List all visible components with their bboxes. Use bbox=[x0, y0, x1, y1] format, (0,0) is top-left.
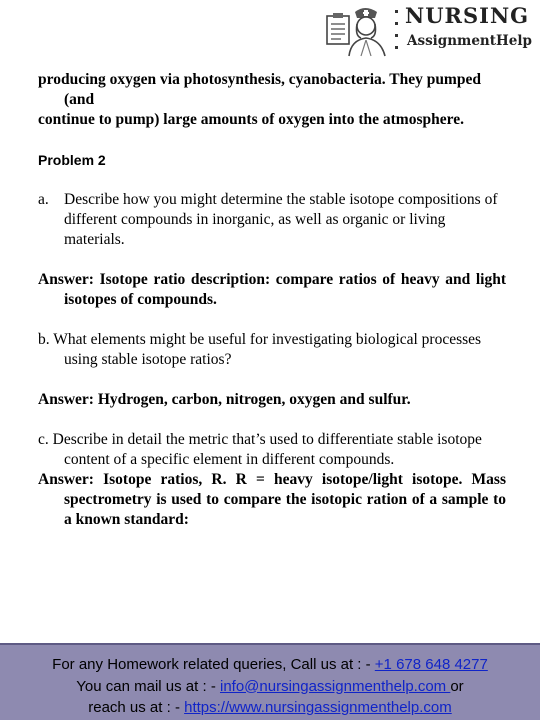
intro-line: continue to pump) large amounts of oxygen into the atmosphere. bbox=[38, 111, 464, 128]
intro-line: (and bbox=[64, 91, 95, 108]
footer-reach-text: reach us at : - bbox=[88, 699, 185, 716]
question-a bbox=[38, 190, 506, 250]
answer-b: Answer: Hydrogen, carbon, nitrogen, oxygen and sulfur. bbox=[38, 391, 411, 408]
contact-footer bbox=[0, 643, 540, 720]
footer-mail-suffix: or bbox=[450, 677, 464, 695]
logo-subtitle: AssignmentHelp bbox=[407, 33, 532, 49]
email-link[interactable]: info@nursingassignmenthelp.com bbox=[219, 677, 451, 695]
website-link[interactable]: https://www.nursingassignmenthelp.com bbox=[184, 699, 452, 716]
phone-link[interactable]: +1 678 648 4277 bbox=[374, 656, 488, 673]
question-b: b. What elements might be useful for investigating biological processes using stable isotope ratios? bbox=[38, 331, 482, 368]
brand-logo bbox=[325, 2, 537, 58]
question-a-marker: a. bbox=[38, 191, 49, 208]
logo-divider-dots bbox=[395, 10, 399, 50]
problem-heading: Problem 2 bbox=[38, 152, 106, 168]
question-a-text: Describe how you might determine the stable isotope compositions of different compounds in inorganic, as well as organic or living materials. bbox=[64, 191, 498, 248]
footer-mail-line bbox=[0, 676, 540, 698]
nurse-icon bbox=[325, 2, 389, 58]
answer-a: Answer: Isotope ratio description: compare ratios of heavy and light isotopes of compounds. bbox=[38, 271, 506, 308]
footer-mail-text: You can mail us at : - bbox=[76, 677, 220, 695]
question-c: c. Describe in detail the metric that’s used to differentiate stable isotope content of a specific element in different compounds. bbox=[38, 431, 482, 468]
footer-call-line bbox=[0, 654, 540, 676]
intro-line: producing oxygen via photosynthesis, cyanobacteria. They pumped bbox=[38, 71, 481, 88]
logo-title: NURSING bbox=[405, 3, 530, 28]
document-body bbox=[38, 70, 506, 530]
footer-web-line bbox=[0, 697, 540, 719]
footer-call-text: For any Homework related queries, Call us at : - bbox=[52, 656, 375, 673]
answer-c: Answer: Isotope ratios, R. R = heavy isotope/light isotope. Mass spectrometry is used to compare the isotopic ration of a sample to a known standard: bbox=[38, 471, 506, 528]
